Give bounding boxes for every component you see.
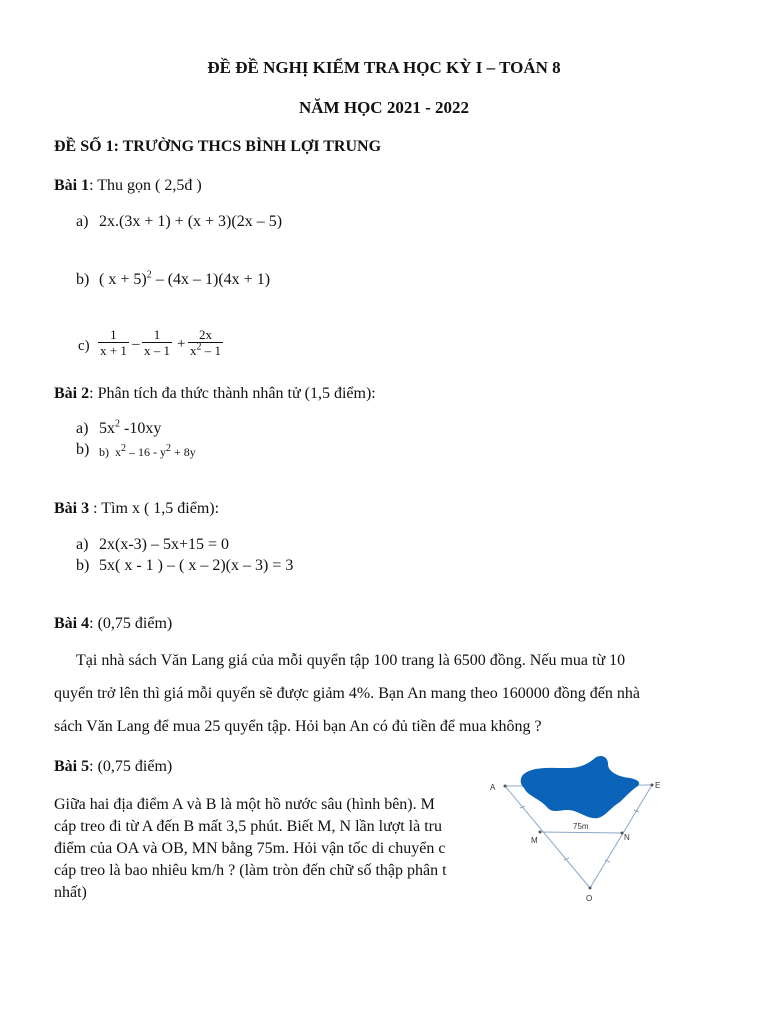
- bai1-c-op1: –: [132, 336, 140, 352]
- bai5-line-2: cáp treo đi từ A đến B mất 3,5 phút. Biết M, N lần lượt là tru: [54, 818, 442, 835]
- frac3-den: [188, 342, 223, 358]
- frac2-num: 1: [153, 327, 161, 342]
- bai1-heading: [54, 176, 202, 196]
- bai1-b-label: b): [76, 271, 90, 288]
- bai5-line-3: điểm của OA và OB, MN bằng 75m. Hỏi vận tốc di chuyển c: [54, 840, 446, 857]
- frac1-num: 1: [110, 327, 117, 342]
- bai2-b-label: b): [76, 441, 90, 458]
- bai2-a-exp: 2: [115, 418, 120, 430]
- bai2-b-exp1: 2: [121, 443, 126, 454]
- bai2-a-pre: 5x: [99, 420, 115, 437]
- bai4-label: Bài 4: [54, 615, 90, 632]
- bai4-line-1: Tại nhà sách Văn Lang giá của mỗi quyển tập 100 trang là 6500 đồng. Nếu mua từ 10: [76, 652, 626, 669]
- bai4-heading: [54, 614, 172, 634]
- bai2-a-expr: [99, 419, 161, 439]
- label-b: E: [655, 781, 661, 790]
- bai2-b-expr: [99, 442, 196, 462]
- bai2-b-exp2: 2: [166, 443, 171, 454]
- bai1-c-fraction-3: [188, 327, 223, 358]
- bai3-heading: [54, 499, 219, 519]
- bai2-b-mid: – 16 - y: [126, 445, 166, 459]
- bai3-desc: : Tìm x ( 1,5 điểm):: [89, 500, 220, 517]
- label-o: O: [586, 894, 593, 903]
- frac1-den: x + 1: [100, 343, 127, 358]
- bai3-a-label: a): [76, 536, 89, 553]
- bai4-line-3: sách Văn Lang để mua 25 quyển tập. Hỏi bạn An có đủ tiền để mua không ?: [54, 718, 542, 735]
- frac3-den-post: – 1: [201, 343, 221, 358]
- frac2-den: x – 1: [144, 343, 170, 358]
- exam-title: ĐỀ ĐỀ NGHỊ KIỂM TRA HỌC KỲ I – TOÁN 8: [207, 58, 561, 77]
- bai2-label: Bài 2: [54, 385, 90, 402]
- label-m: M: [531, 836, 538, 845]
- bai3-a-expr: 2x(x-3) – 5x+15 = 0: [99, 536, 230, 553]
- bai2-b-pre: x: [115, 445, 121, 459]
- bai5-label: Bài 5: [54, 758, 90, 775]
- line-mn: [540, 832, 622, 833]
- bai5-body: [54, 793, 490, 923]
- label-mn-length: 75m: [573, 822, 589, 831]
- bai1-a-expr: 2x.(3x + 1) + (x + 3)(2x – 5): [99, 213, 283, 230]
- bai3-b-label: b): [76, 557, 90, 574]
- bai1-c-op2: +: [177, 336, 186, 352]
- bai3-b-expr: 5x( x - 1 ) – ( x – 2)(x – 3) = 3: [99, 557, 294, 574]
- bai5-desc: : (0,75 điểm): [89, 758, 173, 775]
- bai1-c-label: c): [78, 338, 90, 354]
- school-year: NĂM HỌC 2021 - 2022: [299, 98, 469, 117]
- bai1-b-pre: ( x + 5): [99, 271, 147, 288]
- label-a: A: [490, 783, 496, 792]
- bai2-b-post: + 8y: [171, 445, 196, 459]
- bai4-line-2: quyển trở lên thì giá mỗi quyển sẽ được giảm 4%. Bạn An mang theo 160000 đồng đến nhà: [54, 685, 640, 702]
- bai1-b-post: – (4x – 1)(4x + 1): [151, 271, 271, 288]
- bai1-label: Bài 1: [54, 177, 90, 194]
- bai2-b-inner-label: b): [99, 445, 109, 459]
- frac3-den-pre: x: [190, 343, 197, 358]
- bai2-desc: : Phân tích đa thức thành nhân tử (1,5 điểm):: [89, 385, 376, 402]
- lake-figure: [480, 748, 670, 908]
- school-name: ĐỀ SỐ 1: TRƯỜNG THCS BÌNH LỢI TRUNG: [54, 138, 382, 155]
- bai1-a-label: a): [76, 213, 89, 230]
- bai3-label: Bài 3: [54, 500, 90, 517]
- bai5-heading: [54, 757, 172, 777]
- bai2-a-post: -10xy: [120, 420, 162, 437]
- point-a: [504, 785, 507, 788]
- lake-shape: [521, 756, 639, 818]
- bai5-line-5: nhất): [54, 884, 87, 901]
- bai4-desc: : (0,75 điểm): [89, 615, 173, 632]
- bai1-b-exp: 2: [146, 269, 152, 281]
- bai1-b-expr: [99, 270, 270, 290]
- bai1-desc: : Thu gọn ( 2,5đ ): [89, 177, 202, 194]
- bai5-line-1: Giữa hai địa điểm A và B là một hồ nước sâu (hình bên). M: [54, 796, 435, 813]
- point-o: [589, 887, 592, 890]
- bai2-heading: [54, 384, 376, 404]
- frac3-num: 2x: [199, 327, 212, 342]
- label-n: N: [624, 833, 630, 842]
- point-m: [539, 831, 542, 834]
- bai1-c-fraction-2: [142, 327, 172, 358]
- point-b: [651, 784, 654, 787]
- frac3-den-exp: 2: [196, 341, 202, 353]
- bai1-c-fraction-1: [98, 327, 129, 358]
- bai5-line-4: cáp treo là bao nhiêu km/h ? (làm tròn đến chữ số thập phân t: [54, 862, 447, 879]
- bai2-a-label: a): [76, 420, 89, 437]
